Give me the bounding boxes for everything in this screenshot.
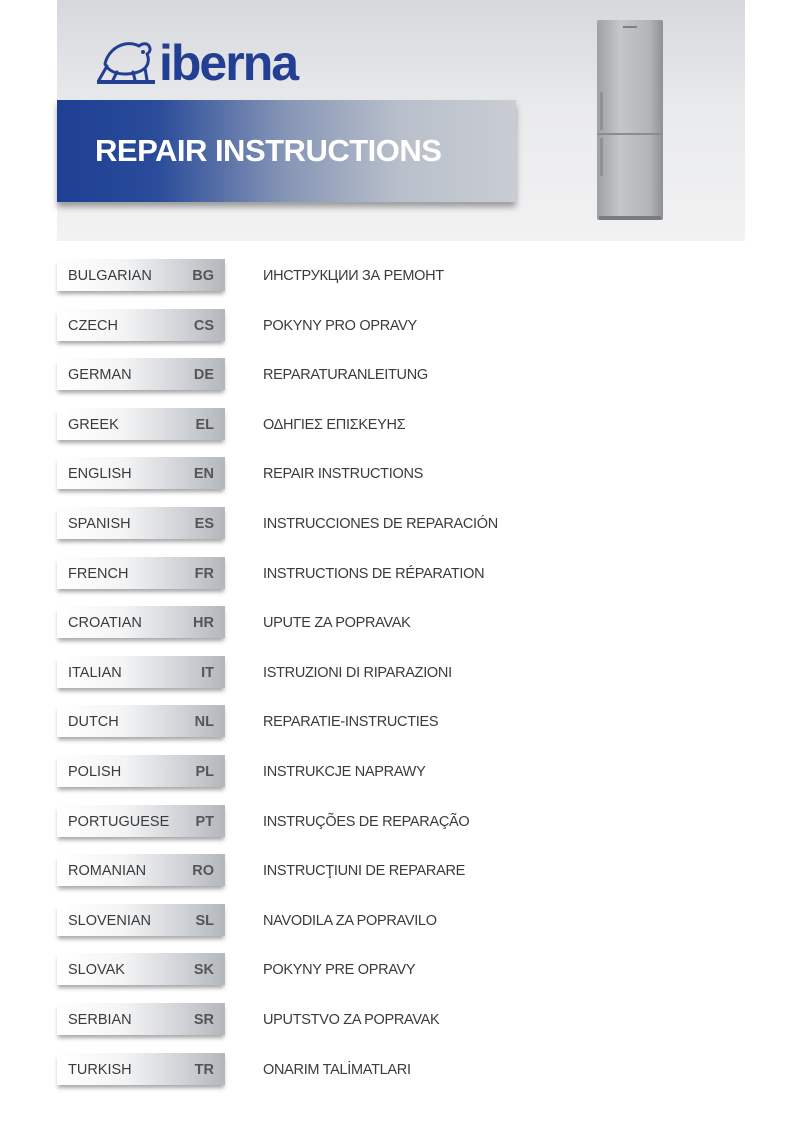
language-row-sk <box>57 944 757 994</box>
language-name: DUTCH <box>68 714 119 731</box>
language-row-nl <box>57 696 757 746</box>
language-code: TR <box>194 1061 214 1078</box>
language-name: CROATIAN <box>68 615 142 632</box>
language-code: HR <box>193 615 214 632</box>
language-code: EN <box>193 466 214 483</box>
language-code: SK <box>193 962 214 979</box>
language-row-es <box>57 498 757 548</box>
language-tab <box>57 259 225 291</box>
language-name: FRENCH <box>68 565 129 582</box>
language-row-hr <box>57 597 757 647</box>
language-code: EL <box>195 416 214 433</box>
cover-header <box>57 0 745 241</box>
localized-title: INSTRUCCIONES DE REPARACIÓN <box>263 515 498 532</box>
iberna-logo <box>95 34 335 88</box>
localized-title: REPAIR INSTRUCTIONS <box>263 466 423 483</box>
language-tab <box>57 755 225 787</box>
language-code: SL <box>195 912 214 929</box>
language-name: CZECH <box>68 317 118 334</box>
language-code: CS <box>193 317 214 334</box>
language-name: SPANISH <box>68 515 131 532</box>
language-tab <box>57 805 225 837</box>
language-row-bg <box>57 250 757 300</box>
language-list <box>57 250 757 1093</box>
language-name: BULGARIAN <box>68 268 152 284</box>
language-name: POLISH <box>68 763 122 780</box>
language-name: PORTUGUESE <box>68 813 170 830</box>
language-tab <box>57 457 225 489</box>
language-name: SLOVAK <box>68 962 125 979</box>
localized-title: ISTRUZIONI DI RIPARAZIONI <box>263 664 452 681</box>
localized-title: POKYNY PRE OPRAVY <box>263 962 416 979</box>
language-name: TURKISH <box>68 1061 132 1078</box>
localized-title: REPARATURANLEITUNG <box>263 367 428 384</box>
language-tab <box>57 854 225 886</box>
language-name: ROMANIAN <box>68 863 147 880</box>
language-code: BG <box>192 268 214 284</box>
language-tab <box>57 408 225 440</box>
localized-title: POKYNY PRO OPRAVY <box>263 317 417 334</box>
language-name: ENGLISH <box>68 466 132 483</box>
language-code: PL <box>195 763 214 780</box>
language-code: IT <box>201 664 214 681</box>
language-row-it <box>57 647 757 697</box>
language-row-sr <box>57 994 757 1044</box>
language-tab <box>57 606 225 638</box>
language-tab <box>57 656 225 688</box>
language-row-pt <box>57 796 757 846</box>
language-tab <box>57 309 225 341</box>
polar-bear-logo-icon <box>95 34 335 88</box>
language-code: PT <box>195 813 214 830</box>
language-name: GREEK <box>68 416 119 433</box>
language-tab <box>57 904 225 936</box>
localized-title: ИНСТРУКЦИИ ЗА РЕМОНТ <box>263 268 444 284</box>
document-title: REPAIR INSTRUCTIONS <box>95 133 442 168</box>
language-code: RO <box>192 863 214 880</box>
localized-title: ONARIM TALİMATLARI <box>263 1061 411 1078</box>
localized-title: INSTRUÇÕES DE REPARAÇÃO <box>263 813 470 830</box>
localized-title: INSTRUCTIONS DE RÉPARATION <box>263 565 485 582</box>
localized-title: UPUTE ZA POPRAVAK <box>263 615 411 632</box>
language-row-el <box>57 399 757 449</box>
brand-name: iberna <box>159 35 298 88</box>
language-tab <box>57 507 225 539</box>
language-tab <box>57 953 225 985</box>
language-tab <box>57 1003 225 1035</box>
language-name: SERBIAN <box>68 1011 132 1028</box>
language-row-de <box>57 349 757 399</box>
language-code: FR <box>194 565 214 582</box>
language-tab <box>57 705 225 737</box>
language-row-en <box>57 448 757 498</box>
language-code: DE <box>193 367 214 384</box>
language-code: SR <box>193 1011 214 1028</box>
refrigerator-image <box>597 20 663 220</box>
language-row-ro <box>57 845 757 895</box>
localized-title: REPARATIE-INSTRUCTIES <box>263 714 439 731</box>
language-row-pl <box>57 746 757 796</box>
language-row-tr <box>57 1044 757 1094</box>
language-tab <box>57 557 225 589</box>
language-tab <box>57 358 225 390</box>
language-name: GERMAN <box>68 367 132 384</box>
language-code: NL <box>194 714 214 731</box>
language-code: ES <box>194 515 214 532</box>
language-name: SLOVENIAN <box>68 912 151 929</box>
language-tab <box>57 1053 225 1085</box>
localized-title: NAVODILA ZA POPRAVILO <box>263 912 437 929</box>
title-band <box>57 100 516 202</box>
localized-title: UPUTSTVO ZA POPRAVAK <box>263 1011 440 1028</box>
language-row-fr <box>57 548 757 598</box>
localized-title: ΟΔΗΓΙΕΣ ΕΠΙΣΚΕΥΗΣ <box>263 416 406 433</box>
language-row-sl <box>57 895 757 945</box>
language-name: ITALIAN <box>68 664 122 681</box>
localized-title: INSTRUKCJE NAPRAWY <box>263 763 426 780</box>
localized-title: INSTRUCŢIUNI DE REPARARE <box>263 863 465 880</box>
language-row-cs <box>57 300 757 350</box>
